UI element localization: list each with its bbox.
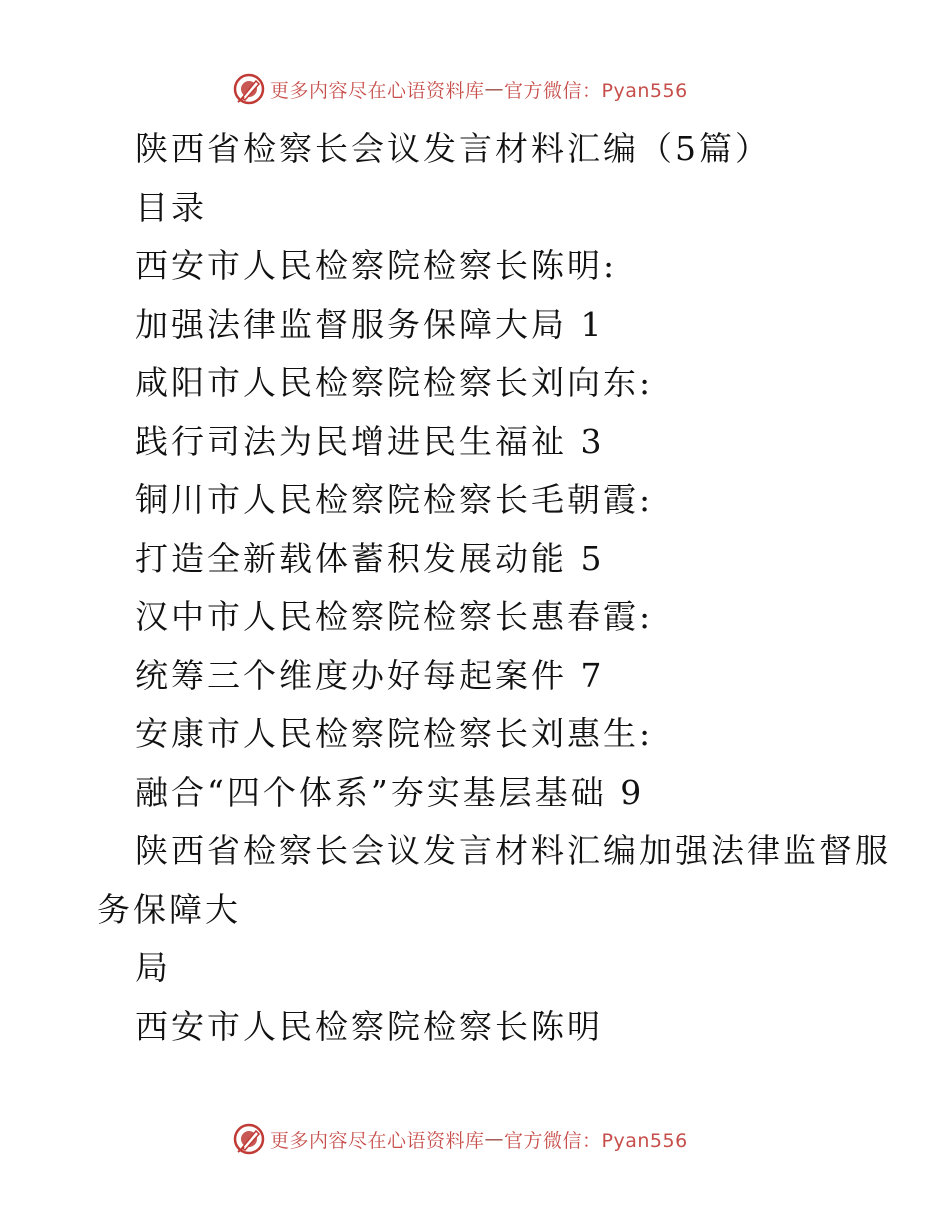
watermark-header bbox=[232, 72, 688, 106]
watermark-text: 更多内容尽在心语资料库 bbox=[270, 79, 485, 102]
section-author: 西安市人民检察院检察长陈明 bbox=[135, 1006, 603, 1046]
watermark-footer bbox=[232, 1122, 688, 1156]
toc-speaker: 咸阳市人民检察院检察长刘向东: bbox=[135, 363, 654, 402]
toc-topic: 融合“四个体系”夯实基层基础 9 bbox=[135, 772, 645, 812]
toc-topic: 加强法律监督服务保障大局 1 bbox=[135, 304, 605, 344]
document-title: 陕西省检察长会议发言材料汇编（5篇） bbox=[135, 129, 771, 168]
toc-speaker: 汉中市人民检察院检察长惠春霞: bbox=[135, 597, 654, 636]
watermark-separator: — bbox=[484, 78, 505, 100]
toc-speaker: 安康市人民检察院检察长刘惠生: bbox=[135, 714, 654, 753]
pen-logo-icon bbox=[232, 1122, 266, 1156]
toc-speaker: 铜川市人民检察院检察长毛朝霞: bbox=[135, 480, 654, 519]
watermark-separator: — bbox=[484, 1128, 505, 1150]
section-heading: 陕西省检察长会议发言材料汇编加强法律监督服 bbox=[135, 831, 891, 870]
toc-topic: 践行司法为民增进民生福祉 3 bbox=[135, 421, 605, 461]
toc-speaker: 西安市人民检察院检察长陈明: bbox=[135, 246, 618, 285]
section-heading-end: 局 bbox=[135, 948, 171, 987]
watermark-suffix: 官方微信：Pyan556 bbox=[504, 1129, 688, 1152]
toc-heading: 目录 bbox=[135, 187, 207, 227]
section-heading-continued: 务保障大 bbox=[97, 889, 241, 929]
document-body bbox=[97, 120, 891, 1056]
watermark-suffix: 官方微信：Pyan556 bbox=[504, 79, 688, 102]
toc-topic: 统筹三个维度办好每起案件 7 bbox=[135, 655, 605, 695]
pen-logo-icon bbox=[232, 72, 266, 106]
toc-topic: 打造全新载体蓄积发展动能 5 bbox=[135, 538, 605, 578]
watermark-text: 更多内容尽在心语资料库 bbox=[270, 1129, 485, 1152]
